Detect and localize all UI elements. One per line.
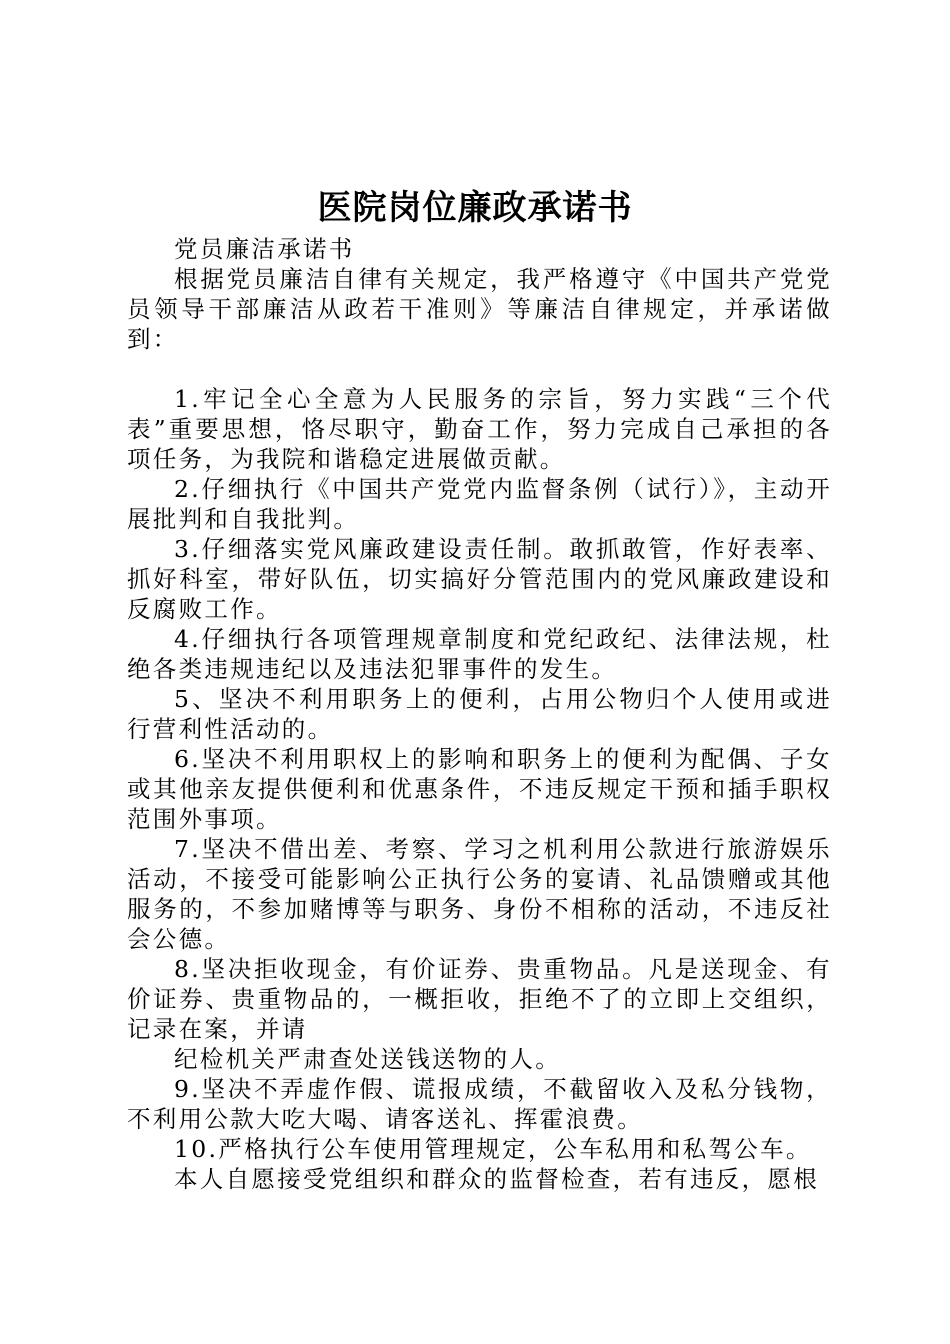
item-paragraph-9: 9.坚决不弄虚作假、谎报成绩，不截留收入及私分钱物，不利用公款大吃大喝、请客送礼、挥霍浪费。 <box>127 1075 832 1133</box>
subtitle-paragraph: 党员廉洁承诺书 <box>174 235 355 263</box>
item-paragraph-6: 6.坚决不利用职权上的影响和职务上的便利为配偶、子女或其他亲友提供便利和优惠条件，不违反规定干预和插手职权范围外事项。 <box>127 745 832 833</box>
item-paragraph-7: 7.坚决不借出差、考察、学习之机利用公款进行旅游娱乐活动，不接受可能影响公正执行公务的宴请、礼品馈赠或其他服务的，不参加赌博等与职务、身份不相称的活动，不违反社会公德。 <box>127 835 832 953</box>
document-body <box>127 234 832 1194</box>
document-title: 医院岗位廉政承诺书 <box>317 188 633 228</box>
item-paragraph-8: 8.坚决拒收现金，有价证券、贵重物品。凡是送现金、有价证券、贵重物品的，一概拒收，拒绝不了的立即上交组织，记录在案，并请 <box>127 955 832 1043</box>
item-paragraph-8-continued: 纪检机关严肃查处送钱送物的人。 <box>174 1045 561 1073</box>
item-paragraph-2: 2.仔细执行《中国共产党党内监督条例（试行）》，主动开展批判和自我批判。 <box>127 475 832 533</box>
item-paragraph-3: 3.仔细落实党风廉政建设责任制。敢抓敢管，作好表率、抓好科室，带好队伍，切实搞好分管范围内的党风廉政建设和反腐败工作。 <box>127 535 832 623</box>
item-paragraph-10: 10.严格执行公车使用管理规定，公车私用和私驾公车。 <box>174 1135 812 1163</box>
closing-paragraph: 本人自愿接受党组织和群众的监督检查，若有违反，愿根 <box>174 1165 819 1193</box>
item-paragraph-5: 5、坚决不利用职务上的便利，占用公物归个人使用或进行营利性活动的。 <box>127 685 832 743</box>
intro-paragraph: 根据党员廉洁自律有关规定，我严格遵守《中国共产党党员领导干部廉洁从政若干准则》等廉洁自律规定，并承诺做到： <box>127 265 832 353</box>
item-paragraph-4: 4.仔细执行各项管理规章制度和党纪政纪、法律法规，杜绝各类违规违纪以及违法犯罪事件的发生。 <box>127 625 832 683</box>
item-paragraph-1: 1.牢记全心全意为人民服务的宗旨，努力实践“三个代表”重要思想，恪尽职守，勤奋工作，努力完成自己承担的各项任务，为我院和谐稳定进展做贡献。 <box>127 385 832 473</box>
